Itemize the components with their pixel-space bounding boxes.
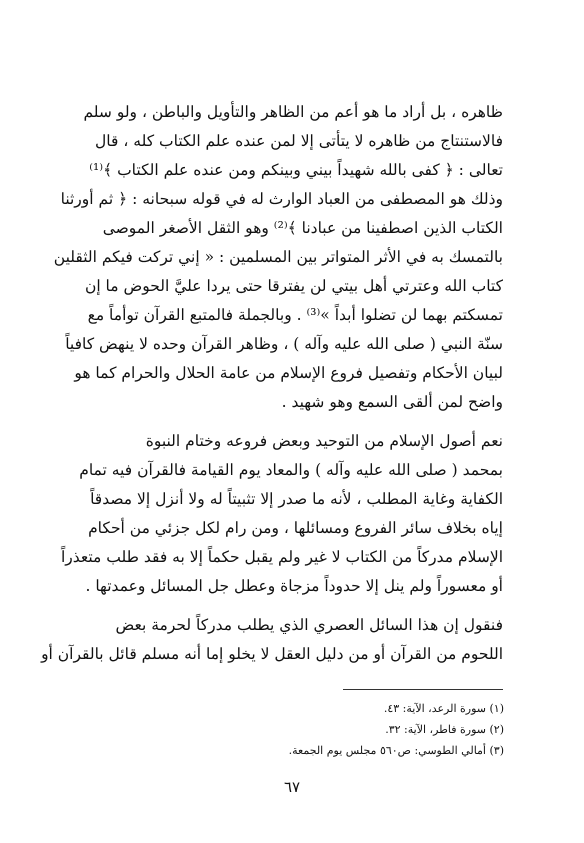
text-line: فنقول إن هذا السائل العصري الذي يطلب مدركاً لحرمة بعض (115, 616, 503, 634)
text-line: وذلك هو المصطفى من العباد الوارث له في قوله سبحانه : ﴿ ثم أورثنا (60, 190, 503, 208)
text-line: تعالى : ﴿ كفى بالله شهيداً بيني وبينكم ومن عنده علم الكتاب ﴾⁽¹⁾ (89, 161, 503, 179)
footnote: (١) سورة الرعد، الآية: ٤٣. (383, 702, 504, 715)
text-line: إياه بخلاف سائر الفروع ومسائلها ، ومن رام لكل جزئي من أحكام (88, 519, 503, 537)
text-line: أو معسوراً ولم ينل إلا حدوداً مزجاة وعطل جل المسائل وعمدتها . (85, 577, 503, 595)
footnote-separator (343, 689, 503, 690)
text-line: الكفاية وغاية المطلب ، لأنه ما صدر إلا تثبيتاً له ولا أنزل إلا مصدقاً (90, 490, 503, 508)
footnote: (٣) أمالي الطوسي: ص٥٦٠ مجلس يوم الجمعة. (288, 744, 504, 757)
text-line: فالاستنتاج من ظاهره لا يتأتى إلا لمن عنده علم الكتاب كله ، قال (95, 132, 503, 150)
page-number: ٦٧ (283, 778, 301, 796)
text-line: تمسكتم بهما لن تضلوا أبداً »⁽³⁾ . وبالجملة فالمتبع القرآن توأماً مع (87, 306, 503, 324)
text-line: واضح لمن ألقى السمع وهو شهيد . (281, 393, 503, 411)
text-line: بالتمسك به في الأثر المتواتر بين المسلمين : « إني تركت فيكم الثقلين (53, 248, 503, 266)
paragraph-1 (53, 98, 503, 417)
text-line: لبيان الأحكام وتفصيل فروع الإسلام من عامة الحلال والحرام كما هو (74, 364, 503, 382)
paragraph-2 (60, 427, 503, 601)
text-line: اللحوم من القرآن أو من دليل العقل لا يخلو إما أنه مسلم قائل بالقرآن أو (41, 645, 503, 663)
text-line: بمحمد ( صلى الله عليه وآله ) والمعاد يوم القيامة فالقرآن فيه تمام (79, 461, 503, 479)
text-line: سنّة النبي ( صلى الله عليه وآله ) ، وظاهر القرآن وحده لا ينهض كافياً (65, 335, 503, 353)
text-line: ظاهره ، بل أراد ما هو أعم من الظاهر والتأويل والباطن ، ولو سلم (83, 103, 503, 121)
body-text (41, 98, 503, 669)
footnote: (٢) سورة فاطر، الآية: ٣٢. (385, 723, 504, 736)
paragraph-3 (41, 611, 503, 669)
text-line: كتاب الله وعترتي أهل بيتي لن يفترقا حتى يردا عليَّ الحوض ما إن (84, 277, 503, 295)
text-line: نعم أصول الإسلام من التوحيد وبعض فروعه وختام النبوة (145, 432, 503, 450)
text-line: الإسلام مدركاً من الكتاب لا غير ولم يقبل حكماً إلا به فقد طلب متعذراً (60, 548, 503, 566)
text-line: الكتاب الذين اصطفينا من عبادنا ﴾⁽²⁾ وهو الثقل الأصغر الموصى (102, 219, 503, 237)
footnotes (84, 698, 504, 761)
